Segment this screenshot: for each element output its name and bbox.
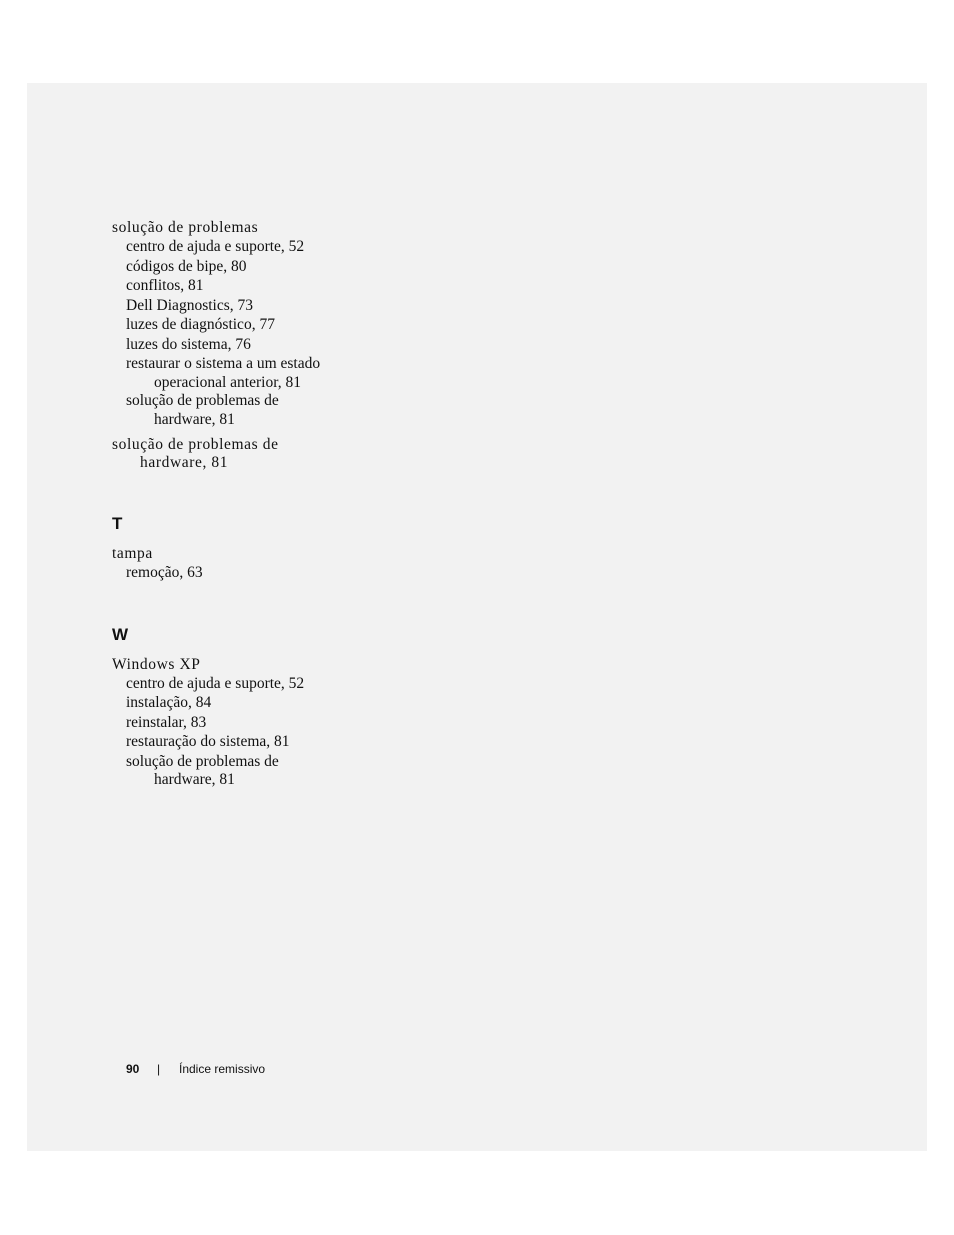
index-term: solução de problemas de [112,436,279,453]
subentry: luzes do sistema, 76 [126,335,251,353]
index-term: tampa [112,545,153,562]
index-term: Windows XP [112,655,201,673]
subentry: solução de problemas de [126,392,279,409]
subentry-continuation: hardware, 81 [154,771,235,788]
subentry: centro de ajuda e suporte, 52 [126,238,305,255]
subentry: restaurar o sistema a um estado [126,355,321,372]
index-subentries [112,674,352,789]
index-entry-solucao-de-problemas [112,218,352,428]
subentry: solução de problemas de [126,752,279,770]
section-letter: T [112,514,123,533]
subentry: remoção, 63 [126,564,203,581]
footer-section-title: Índice remissivo [179,1062,266,1076]
subentry: reinstalar, 83 [126,713,207,731]
index-column [112,218,352,789]
subentry: instalação, 84 [126,694,212,711]
subentry: conflitos, 81 [126,277,204,294]
index-section-t [112,514,352,583]
subentry-continuation: operacional anterior, 81 [154,373,301,391]
subentry: luzes de diagnóstico, 77 [126,316,275,333]
subentry: Dell Diagnostics, 73 [126,296,253,314]
index-term: solução de problemas [112,219,259,236]
index-term-continuation: hardware, 81 [140,454,229,471]
index-subentries [112,563,352,583]
footer-separator: | [157,1062,161,1076]
page-number: 90 [126,1062,140,1076]
subentry: restauração do sistema, 81 [126,733,290,750]
section-letter: W [112,624,129,644]
index-entry-solucao-de-problemas-de-hardware [112,435,352,472]
subentry-continuation: hardware, 81 [154,410,235,428]
subentry: códigos de bipe, 80 [126,257,247,275]
index-section-w [112,625,352,789]
subentry: centro de ajuda e suporte, 52 [126,674,305,692]
index-subentries [112,237,352,428]
